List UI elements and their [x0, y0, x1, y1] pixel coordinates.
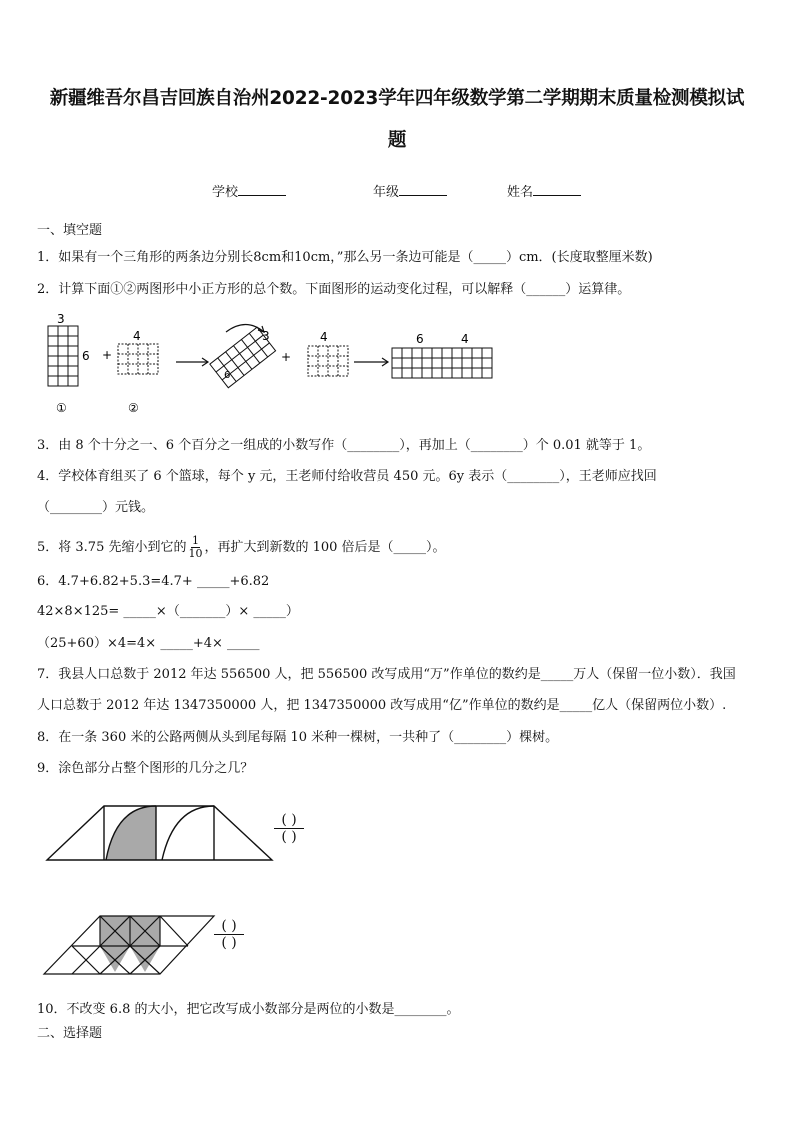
- fraction-denominator: 10: [188, 547, 203, 560]
- grid-one: [48, 326, 78, 386]
- plus-sign: +: [102, 348, 113, 362]
- grid-one-top-number: 3: [57, 312, 65, 326]
- name-field: [507, 181, 581, 200]
- question-9: 9．涂色部分占整个图形的几分之几？: [37, 761, 254, 776]
- quarter-arc-two: [162, 806, 214, 860]
- shaded-region: [106, 806, 156, 860]
- grid-one-side-number: 6: [82, 349, 90, 363]
- combined-grid-number-four: 4: [461, 332, 469, 346]
- combined-grid-number-six: 6: [416, 332, 424, 346]
- section-heading-choice: 二、选择题: [37, 1026, 103, 1041]
- trapezoid-figure: [44, 800, 284, 866]
- fraction-one-tenth: [188, 535, 202, 560]
- grid-three-top-number: 4: [320, 330, 328, 344]
- rotation-arrow-icon: [226, 325, 264, 333]
- page-title-continued: 题: [387, 130, 407, 151]
- question-5-text: 5．将 3.75 先缩小到它的: [37, 540, 187, 555]
- arrow-one: [176, 358, 208, 366]
- question-7: 7．我县人口总数于 2012 年达 556500 人，把 556500 改写成用“万”作单位的数约是_____万人（保留一位小数）．我国: [37, 667, 736, 682]
- question-6-line-2: 42×8×125= _____×（_______）× _____）: [37, 604, 299, 619]
- parallelogram-figure: [42, 912, 222, 978]
- grid-two-top-number: 4: [133, 329, 141, 343]
- question-1: 1．如果有一个三角形的两条边分别长8cm和10cm，”那么另一条边可能是（_____）cm．(长度取整厘米数): [37, 250, 653, 265]
- question-2-figure: [36, 312, 506, 418]
- rotated-grid-number-three: 3: [262, 329, 270, 343]
- figure-label-two: ②: [128, 401, 139, 415]
- section-heading-fill: 一、填空题: [37, 223, 103, 238]
- question-4-continued: （________）元钱。: [37, 500, 155, 515]
- question-2: 2．计算下面①②两图形中小正方形的总个数。下面图形的运动变化过程，可以解释（______）运算律。: [37, 282, 631, 297]
- combined-grid: [392, 348, 492, 378]
- question-5: [37, 535, 446, 560]
- name-label: 姓名: [507, 185, 534, 200]
- name-blank[interactable]: [533, 183, 581, 196]
- grade-label: 年级: [373, 185, 400, 200]
- school-label: 学校: [212, 185, 239, 200]
- question-3: 3．由 8 个十分之一、6 个百分之一组成的小数写作（________），再加上（________）个 0.01 就等于 1。: [37, 438, 651, 453]
- page-title: 新疆维吾尔昌吉回族自治州2022-2023学年四年级数学第二学期期末质量检测模拟试: [49, 88, 745, 109]
- question-7-continued: 人口总数于 2012 年达 1347350000 人，把 1347350000 改写成用“亿”作单位的数约是_____亿人（保留两位小数）.: [37, 698, 727, 713]
- answer-fraction-two[interactable]: [214, 918, 244, 951]
- grid-two: [118, 344, 158, 374]
- question-6-line-3: （25+60）×4=4× _____+4× _____: [37, 636, 260, 651]
- plus-sign-two: +: [281, 350, 292, 364]
- question-4: 4．学校体育组买了 6 个篮球，每个 y 元，王老师付给收营员 450 元。6y 表示（________），王老师应找回: [37, 469, 657, 484]
- rotated-grid-number-six: 6: [224, 370, 231, 381]
- answer-two-numerator: ( ): [214, 918, 244, 935]
- grade-blank[interactable]: [399, 183, 447, 196]
- question-6-line-1: 6．4.7+6.82+5.3=4.7+ _____+6.82: [37, 574, 270, 589]
- answer-one-denominator: ( ): [281, 829, 297, 845]
- school-blank[interactable]: [238, 183, 286, 196]
- question-5-text-end: ，再扩大到新数的 100 倍后是（_____）。: [204, 540, 446, 555]
- grid-three: [308, 346, 348, 376]
- arrow-two: [354, 358, 388, 366]
- grade-field: [373, 181, 447, 200]
- answer-fraction-one[interactable]: [274, 812, 304, 845]
- school-field: [212, 181, 286, 200]
- trapezoid-outline: [47, 806, 272, 860]
- answer-two-denominator: ( ): [221, 935, 237, 951]
- answer-one-numerator: ( ): [274, 812, 304, 829]
- fraction-numerator: 1: [191, 534, 199, 547]
- question-8: 8．在一条 360 米的公路两侧从头到尾每隔 10 米种一棵树，一共种了（________）棵树。: [37, 730, 559, 745]
- figure-label-one: ①: [56, 401, 67, 415]
- question-10: 10．不改变 6.8 的大小，把它改写成小数部分是两位的小数是________。: [37, 1002, 460, 1017]
